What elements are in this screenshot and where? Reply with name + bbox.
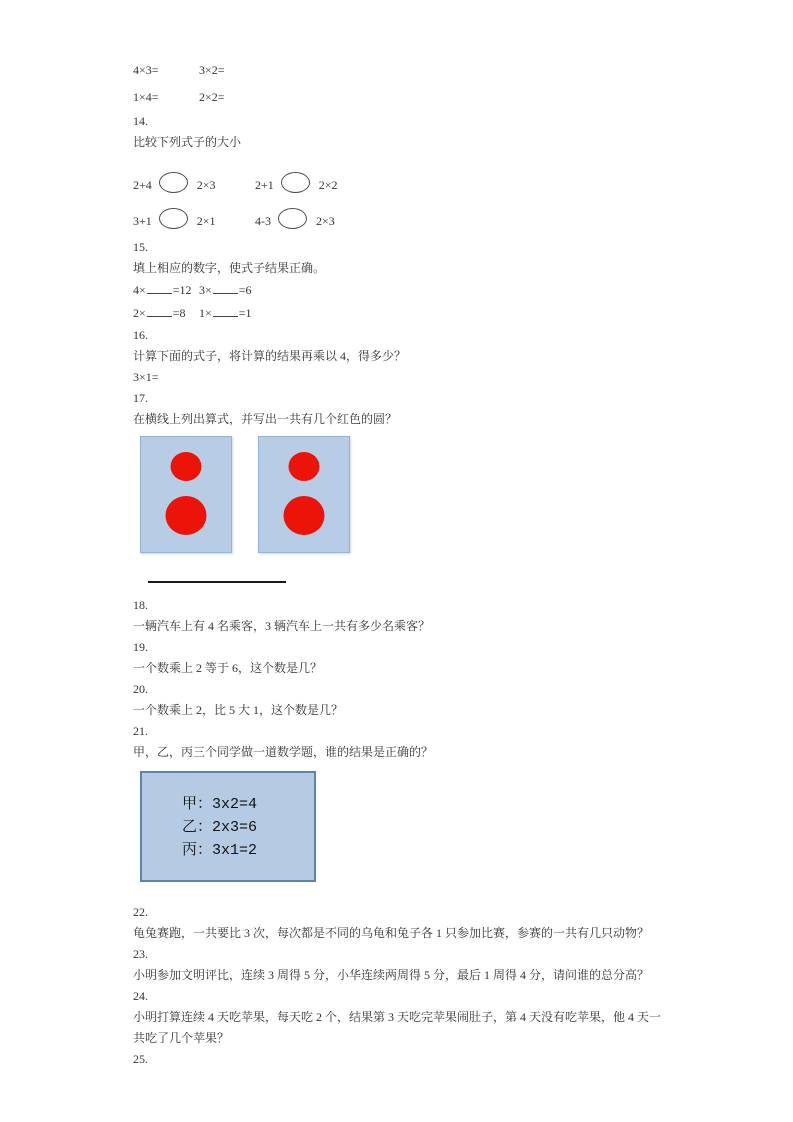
question-number: 25. <box>133 1052 148 1066</box>
comparison-oval <box>278 208 307 229</box>
equation-prefix: 3× <box>199 283 212 297</box>
expression-left: 2+4 <box>133 178 152 192</box>
equation-row <box>133 84 663 111</box>
question-number: 21. <box>133 724 148 738</box>
fill-in-row <box>133 279 663 302</box>
fill-in-equation <box>133 279 196 302</box>
answer-option: 乙：2x3=6 <box>182 819 258 836</box>
blank-line <box>213 282 238 294</box>
dots-box <box>140 436 232 553</box>
question-text: 一个数乘上 2，比 5 大 1，这个数是几？ <box>133 703 344 717</box>
question-number: 14. <box>133 114 148 128</box>
question-text: 甲，乙，丙三个同学做一道数学题，谁的结果是正确的？ <box>133 745 434 759</box>
equation: 1×4= <box>133 90 159 104</box>
red-circles-figure <box>140 436 663 553</box>
equation: 4×3= <box>133 63 159 77</box>
question-number: 17. <box>133 391 148 405</box>
question-number: 20. <box>133 682 148 696</box>
equation-prefix: 1× <box>199 306 212 320</box>
equation-row <box>133 57 663 84</box>
expression-right: 2×1 <box>196 214 216 228</box>
comparison-group <box>255 172 338 195</box>
equation-prefix: 2× <box>133 306 146 320</box>
red-circle <box>284 496 325 535</box>
fill-in-equation <box>199 302 252 325</box>
question-prompt: 填上相应的数字，使式子结果正确。 <box>133 261 326 275</box>
question-number: 16. <box>133 328 148 342</box>
comparison-oval <box>159 172 188 193</box>
equation-suffix: =1 <box>238 306 252 320</box>
question-number: 18. <box>133 598 148 612</box>
expression-right: 2×2 <box>318 178 338 192</box>
question-text: 小明打算连续 4 天吃苹果，每天吃 2 个，结果第 3 天吃完苹果闹肚子，第 4 天没有吃苹果，他 4 天一共吃了几个苹果？ <box>133 1010 662 1045</box>
expression-right: 2×3 <box>196 178 216 192</box>
question-prompt: 比较下列式子的大小 <box>133 135 242 149</box>
red-circle <box>166 496 207 535</box>
red-circle <box>171 452 202 481</box>
blank-line <box>147 305 172 317</box>
dots-box <box>258 436 350 553</box>
comparison-oval <box>281 172 310 193</box>
comparison-group <box>133 172 255 195</box>
expression-left: 2+1 <box>255 178 274 192</box>
question-text: 小明参加文明评比，连续 3 周得 5 分，小华连续两周得 5 分，最后 1 周得 4 分，请问谁的总分高？ <box>133 968 650 982</box>
comparison-group <box>255 208 335 231</box>
red-circle <box>289 452 320 481</box>
question-text: 一个数乘上 2 等于 6，这个数是几？ <box>133 661 323 675</box>
equation-suffix: =6 <box>238 283 252 297</box>
answer-box <box>140 771 316 882</box>
comparison-oval <box>159 208 188 229</box>
equation: 2×2= <box>199 90 225 104</box>
blank-line <box>147 282 172 294</box>
fill-in-equation <box>133 302 196 325</box>
question-text: 一辆汽车上有 4 名乘客，3 辆汽车上一共有多少名乘客？ <box>133 619 431 633</box>
equation: 3×2= <box>199 63 225 77</box>
fill-in-row <box>133 302 663 325</box>
question-prompt: 在横线上列出算式，并写出一共有几个红色的圆？ <box>133 412 398 426</box>
question-number: 19. <box>133 640 148 654</box>
expression-right: 2×3 <box>316 214 335 228</box>
question-text: 龟兔赛跑，一共要比 3 次，每次都是不同的乌龟和兔子各 1 只参加比赛，参赛的一共有几只动物？ <box>133 926 650 940</box>
fill-in-equation <box>199 279 252 302</box>
question-number: 22. <box>133 905 148 919</box>
question-prompt: 计算下面的式子，将计算的结果再乘以 4，得多少？ <box>133 349 407 363</box>
answer-option: 丙：3x1=2 <box>182 842 258 859</box>
equation-suffix: =8 <box>172 306 186 320</box>
question-number: 24. <box>133 989 148 1003</box>
expression-left: 3+1 <box>133 214 152 228</box>
blank-line <box>213 305 238 317</box>
question-number: 15. <box>133 240 148 254</box>
question-number: 23. <box>133 947 148 961</box>
equation-suffix: =12 <box>172 283 192 297</box>
expression-left: 4-3 <box>255 214 271 228</box>
comparison-row <box>133 195 663 231</box>
answer-line <box>148 581 286 583</box>
answer-option: 甲：3x2=4 <box>182 796 258 813</box>
worksheet-content <box>133 57 663 1070</box>
equation: 3×1= <box>133 370 159 384</box>
comparison-group <box>133 208 255 231</box>
equation-prefix: 4× <box>133 283 146 297</box>
comparison-row <box>133 159 663 195</box>
